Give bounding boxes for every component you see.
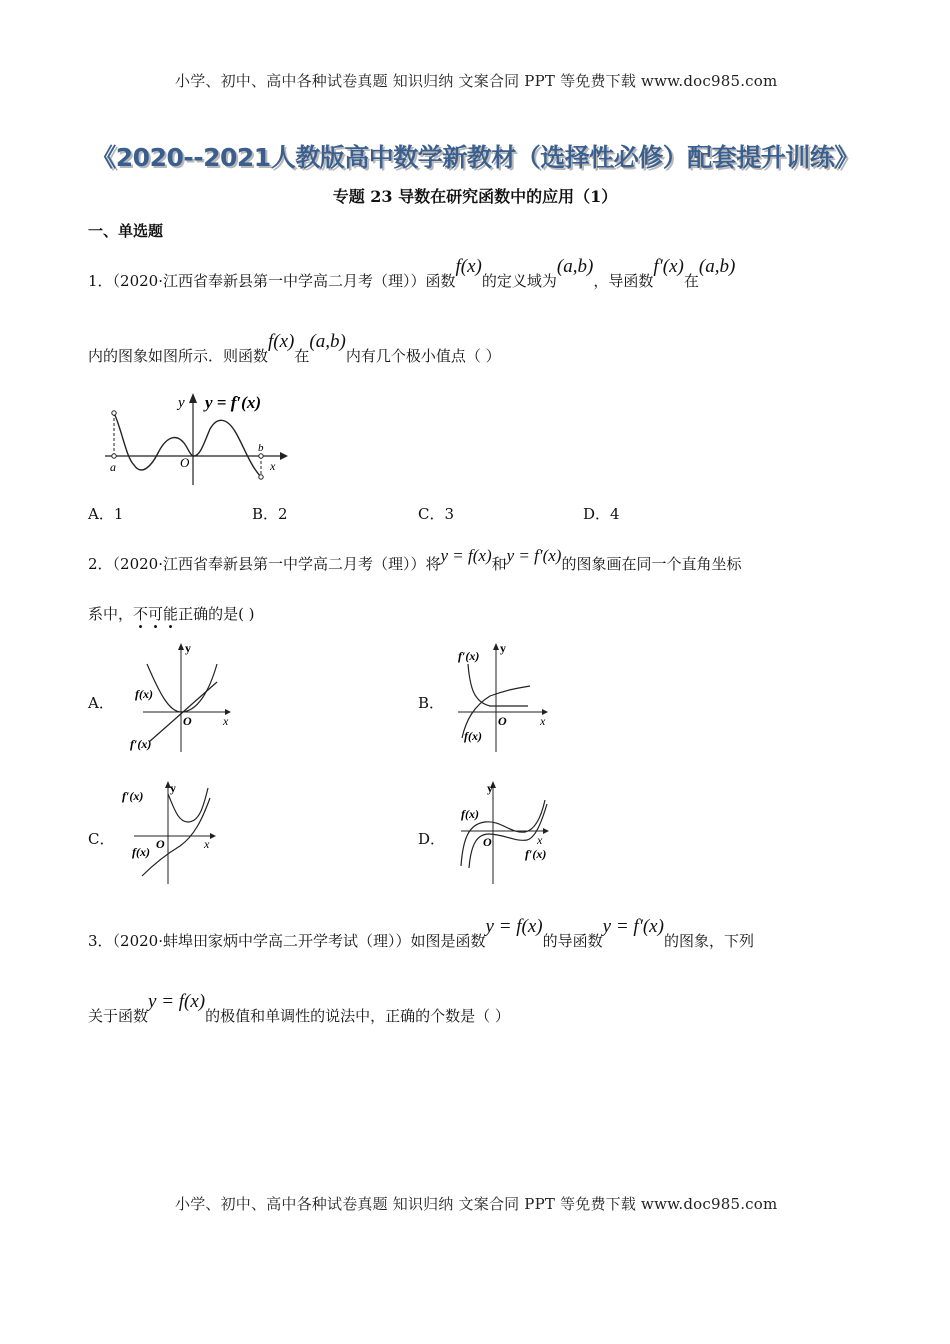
text: 内有几个极小值点（ ）	[345, 347, 501, 365]
emphasis-char: 能	[163, 605, 179, 623]
text: ，导函数	[593, 272, 654, 290]
fprime-label: f′(x)	[130, 737, 152, 751]
math-expression: y = f′(x)	[506, 546, 562, 565]
document-title: 《2020--2021人教版高中数学新教材（选择性必修）配套提升训练》	[91, 143, 859, 172]
y-axis-label: y	[487, 781, 493, 795]
y-axis-label: y	[170, 781, 176, 795]
question-2-line-2	[88, 603, 255, 624]
option-b[interactable]: B．2	[252, 505, 288, 523]
footer-banner: 小学、初中、高中各种试卷真题 知识归纳 文案合同 PPT 等免费下载 www.doc985.com	[175, 1195, 778, 1213]
x-axis-label: x	[537, 833, 543, 847]
question-number: 2．	[88, 555, 113, 573]
document-subtitle: 专题 23 导数在研究函数中的应用（1）	[332, 187, 618, 206]
curve-label: y = f′(x)	[205, 393, 261, 412]
question-3-line-1	[88, 916, 754, 952]
fprime-label: f′(x)	[525, 847, 547, 861]
question-1-line-1	[88, 256, 736, 292]
text: 关于函数	[88, 1007, 149, 1025]
fprime-label: f′(x)	[458, 649, 480, 663]
math-expression: f′(x)	[653, 256, 684, 277]
q2-option-b-graph[interactable]	[450, 640, 560, 755]
a-label: a	[110, 460, 116, 474]
text: 正确的是( )	[178, 605, 255, 623]
x-axis-label: x	[223, 714, 229, 728]
math-expression: y = f′(x)	[602, 916, 664, 937]
text: 在	[294, 347, 310, 365]
origin-label: O	[180, 455, 190, 470]
math-expression: y = f(x)	[440, 546, 492, 565]
question-source: （2020·江西省奉新县第一中学高二月考（理））	[112, 272, 426, 290]
option-d[interactable]: D．4	[583, 505, 620, 523]
question-1-derivative-graph	[100, 385, 300, 490]
y-axis-label: y	[185, 641, 191, 655]
origin-label: O	[483, 835, 492, 849]
x-axis-label: x	[270, 459, 276, 473]
text: 的定义域为	[481, 272, 557, 290]
q2-option-b-label[interactable]: B．	[418, 694, 445, 712]
f-label: f(x)	[132, 845, 150, 859]
question-3-line-2	[88, 991, 510, 1027]
y-axis-label: y	[178, 395, 185, 411]
origin-label: O	[498, 714, 507, 728]
math-expression: f(x)	[268, 331, 295, 352]
origin-label: O	[183, 714, 192, 728]
option-c[interactable]: C．3	[418, 505, 455, 523]
text: 函数	[425, 272, 456, 290]
math-expression: (a,b)	[556, 256, 594, 277]
question-1-line-2	[88, 331, 501, 367]
x-axis-label: x	[204, 837, 210, 851]
text: 的图象画在同一个直角坐标	[561, 555, 742, 573]
text: 在	[683, 272, 699, 290]
math-expression: y = f(x)	[148, 991, 206, 1012]
section-heading: 一、单选题	[88, 222, 164, 240]
text: 系中，	[88, 605, 134, 623]
b-label: b	[258, 442, 264, 454]
q2-option-d-label[interactable]: D．	[418, 830, 446, 848]
question-number: 1．	[88, 272, 113, 290]
text: 将	[425, 555, 441, 573]
text: 和	[491, 555, 507, 573]
math-expression: (a,b)	[698, 256, 736, 277]
question-source: （2020·蚌埠田家炳中学高二开学考试（理））	[112, 932, 411, 950]
origin-label: O	[156, 837, 165, 851]
f-label: f(x)	[135, 687, 153, 701]
option-a[interactable]: A．1	[88, 505, 124, 523]
f-label: f(x)	[464, 729, 482, 743]
question-source: （2020·江西省奉新县第一中学高二月考（理））	[112, 555, 426, 573]
math-expression: y = f(x)	[485, 916, 543, 937]
q2-option-a-graph[interactable]	[125, 640, 240, 755]
header-banner: 小学、初中、高中各种试卷真题 知识归纳 文案合同 PPT 等免费下载 www.doc985.com	[175, 72, 778, 90]
fprime-label: f′(x)	[122, 789, 144, 803]
x-axis-label: x	[540, 714, 546, 728]
q2-option-d-graph[interactable]	[455, 778, 565, 888]
text: 的图象，下列	[663, 932, 754, 950]
text: 的极值和单调性的说法中，正确的个数是（ ）	[205, 1007, 510, 1025]
f-label: f(x)	[461, 807, 479, 821]
emphasis-char: 不	[133, 605, 149, 623]
q2-option-a-label[interactable]: A．	[88, 694, 114, 712]
math-expression: (a,b)	[309, 331, 346, 352]
q2-option-c-graph[interactable]	[118, 778, 228, 888]
q2-option-c-label[interactable]: C．	[88, 830, 115, 848]
text: 如图是函数	[410, 932, 486, 950]
emphasis-char: 可	[148, 605, 164, 623]
text: 的导函数	[542, 932, 603, 950]
math-expression: f(x)	[455, 256, 482, 277]
question-number: 3．	[88, 932, 113, 950]
question-2-line-1	[88, 546, 742, 574]
y-axis-label: y	[500, 641, 506, 655]
text: 内的图象如图所示．则函数	[88, 347, 269, 365]
